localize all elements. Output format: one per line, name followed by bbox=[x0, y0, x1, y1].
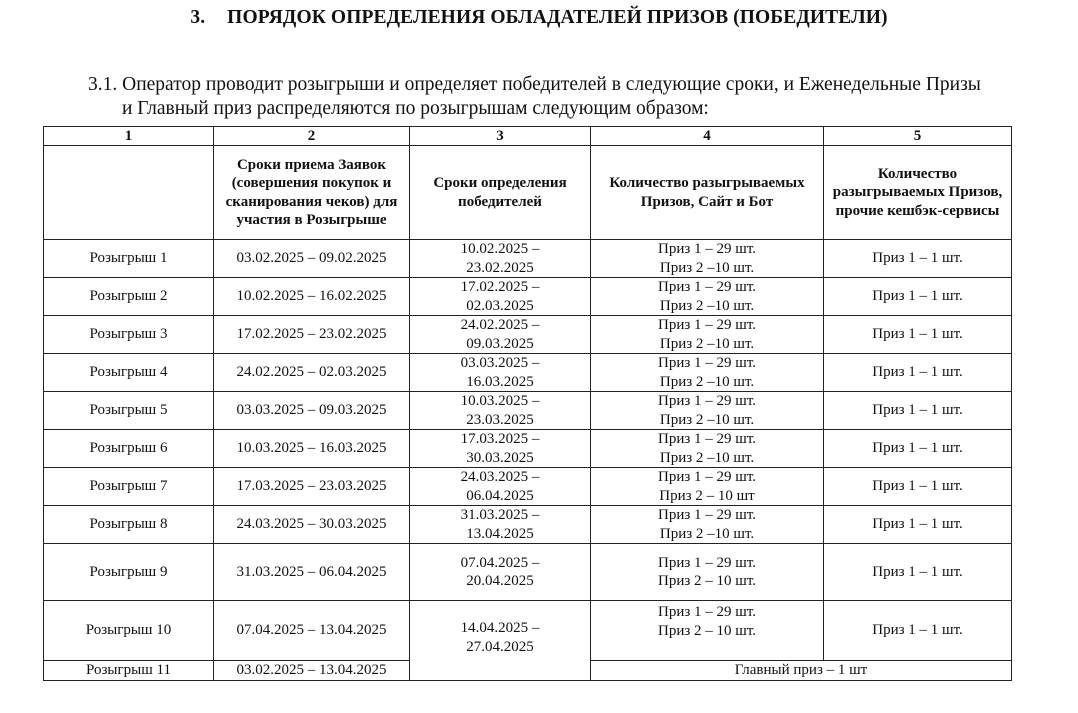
draws-table bbox=[43, 126, 1012, 681]
header-prizes-site-bot: Количество разыгрываемых Призов, Сайт и Бот bbox=[591, 146, 824, 240]
prizes-site-bot: Приз 1 – 29 шт. Приз 2 – 10 шт. bbox=[591, 544, 824, 601]
prizes-cashback: Приз 1 – 1 шт. bbox=[824, 601, 1012, 661]
prizes-site-bot: Приз 1 – 29 шт. Приз 2 –10 шт. bbox=[591, 506, 824, 544]
draw-name: Розыгрыш 2 bbox=[44, 278, 214, 316]
column-number: 4 bbox=[591, 127, 824, 146]
header-prizes-cashback: Количество разыгрываемых Призов, прочие кешбэк-сервисы bbox=[824, 146, 1012, 240]
prizes-cashback: Приз 1 – 1 шт. bbox=[824, 392, 1012, 430]
prizes-site-bot: Приз 1 – 29 шт. Приз 2 – 10 шт. bbox=[591, 601, 824, 661]
winners-period: 03.03.2025 – 16.03.2025 bbox=[410, 354, 591, 392]
column-number: 3 bbox=[410, 127, 591, 146]
draw-name: Розыгрыш 5 bbox=[44, 392, 214, 430]
table-row bbox=[44, 316, 1012, 354]
winners-period: 10.02.2025 – 23.02.2025 bbox=[410, 240, 591, 278]
submission-period: 03.02.2025 – 13.04.2025 bbox=[214, 661, 410, 681]
draw-name: Розыгрыш 11 bbox=[44, 661, 214, 681]
draw-name: Розыгрыш 8 bbox=[44, 506, 214, 544]
submission-period: 24.02.2025 – 02.03.2025 bbox=[214, 354, 410, 392]
prizes-site-bot: Приз 1 – 29 шт. Приз 2 –10 шт. bbox=[591, 316, 824, 354]
submission-period: 17.02.2025 – 23.02.2025 bbox=[214, 316, 410, 354]
table-row bbox=[44, 240, 1012, 278]
winners-period: 17.02.2025 – 02.03.2025 bbox=[410, 278, 591, 316]
draw-name: Розыгрыш 4 bbox=[44, 354, 214, 392]
column-number: 1 bbox=[44, 127, 214, 146]
column-number: 5 bbox=[824, 127, 1012, 146]
winners-period: 24.03.2025 – 06.04.2025 bbox=[410, 468, 591, 506]
paragraph-3-1 bbox=[88, 73, 1048, 121]
prizes-site-bot: Приз 1 – 29 шт. Приз 2 –10 шт. bbox=[591, 278, 824, 316]
submission-period: 10.03.2025 – 16.03.2025 bbox=[214, 430, 410, 468]
prizes-site-bot: Приз 1 – 29 шт. Приз 2 –10 шт. bbox=[591, 392, 824, 430]
table-row bbox=[44, 354, 1012, 392]
table-row bbox=[44, 468, 1012, 506]
submission-period: 03.02.2025 – 09.02.2025 bbox=[214, 240, 410, 278]
header-winners-period: Сроки определения победителей bbox=[410, 146, 591, 240]
prizes-cashback: Приз 1 – 1 шт. bbox=[824, 316, 1012, 354]
header-draw bbox=[44, 146, 214, 240]
table-row bbox=[44, 430, 1012, 468]
prizes-cashback: Приз 1 – 1 шт. bbox=[824, 240, 1012, 278]
prizes-site-bot: Приз 1 – 29 шт. Приз 2 –10 шт. bbox=[591, 240, 824, 278]
column-number-row bbox=[44, 127, 1012, 146]
section-heading bbox=[0, 7, 1078, 29]
winners-period: 31.03.2025 – 13.04.2025 bbox=[410, 506, 591, 544]
winners-period: 14.04.2025 – 27.04.2025 bbox=[410, 601, 591, 681]
column-number: 2 bbox=[214, 127, 410, 146]
prizes-site-bot: Приз 1 – 29 шт. Приз 2 –10 шт. bbox=[591, 430, 824, 468]
prizes-site-bot: Приз 1 – 29 шт. Приз 2 – 10 шт bbox=[591, 468, 824, 506]
submission-period: 31.03.2025 – 06.04.2025 bbox=[214, 544, 410, 601]
section-number: 3. bbox=[190, 7, 206, 28]
main-prize: Главный приз – 1 шт bbox=[591, 661, 1012, 681]
paragraph-line-1: 3.1. Оператор проводит розыгрыши и определяет победителей в следующие сроки, и Еженедельные Призы bbox=[88, 74, 981, 95]
submission-period: 24.03.2025 – 30.03.2025 bbox=[214, 506, 410, 544]
table-row bbox=[44, 601, 1012, 661]
prizes-site-bot: Приз 1 – 29 шт. Приз 2 –10 шт. bbox=[591, 354, 824, 392]
winners-period: 24.02.2025 – 09.03.2025 bbox=[410, 316, 591, 354]
table-row bbox=[44, 506, 1012, 544]
draw-name: Розыгрыш 7 bbox=[44, 468, 214, 506]
prizes-cashback: Приз 1 – 1 шт. bbox=[824, 278, 1012, 316]
winners-period: 07.04.2025 – 20.04.2025 bbox=[410, 544, 591, 601]
prizes-cashback: Приз 1 – 1 шт. bbox=[824, 354, 1012, 392]
submission-period: 17.03.2025 – 23.03.2025 bbox=[214, 468, 410, 506]
prizes-cashback: Приз 1 – 1 шт. bbox=[824, 468, 1012, 506]
submission-period: 03.03.2025 – 09.03.2025 bbox=[214, 392, 410, 430]
prizes-cashback: Приз 1 – 1 шт. bbox=[824, 430, 1012, 468]
draw-name: Розыгрыш 9 bbox=[44, 544, 214, 601]
winners-period: 10.03.2025 – 23.03.2025 bbox=[410, 392, 591, 430]
draw-name: Розыгрыш 3 bbox=[44, 316, 214, 354]
table-row bbox=[44, 544, 1012, 601]
draw-name: Розыгрыш 1 bbox=[44, 240, 214, 278]
winners-period: 17.03.2025 – 30.03.2025 bbox=[410, 430, 591, 468]
prizes-cashback: Приз 1 – 1 шт. bbox=[824, 544, 1012, 601]
section-title: ПОРЯДОК ОПРЕДЕЛЕНИЯ ОБЛАДАТЕЛЕЙ ПРИЗОВ (ПОБЕДИТЕЛИ) bbox=[227, 7, 888, 28]
table-row bbox=[44, 278, 1012, 316]
paragraph-line-2: и Главный приз распределяются по розыгрышам следующим образом: bbox=[122, 98, 709, 119]
table-row bbox=[44, 392, 1012, 430]
submission-period: 07.04.2025 – 13.04.2025 bbox=[214, 601, 410, 661]
draw-name: Розыгрыш 6 bbox=[44, 430, 214, 468]
header-submission-period: Сроки приема Заявок (совершения покупок и сканирования чеков) для участия в Розыгрыше bbox=[214, 146, 410, 240]
prizes-cashback: Приз 1 – 1 шт. bbox=[824, 506, 1012, 544]
header-row bbox=[44, 146, 1012, 240]
submission-period: 10.02.2025 – 16.02.2025 bbox=[214, 278, 410, 316]
draw-name: Розыгрыш 10 bbox=[44, 601, 214, 661]
